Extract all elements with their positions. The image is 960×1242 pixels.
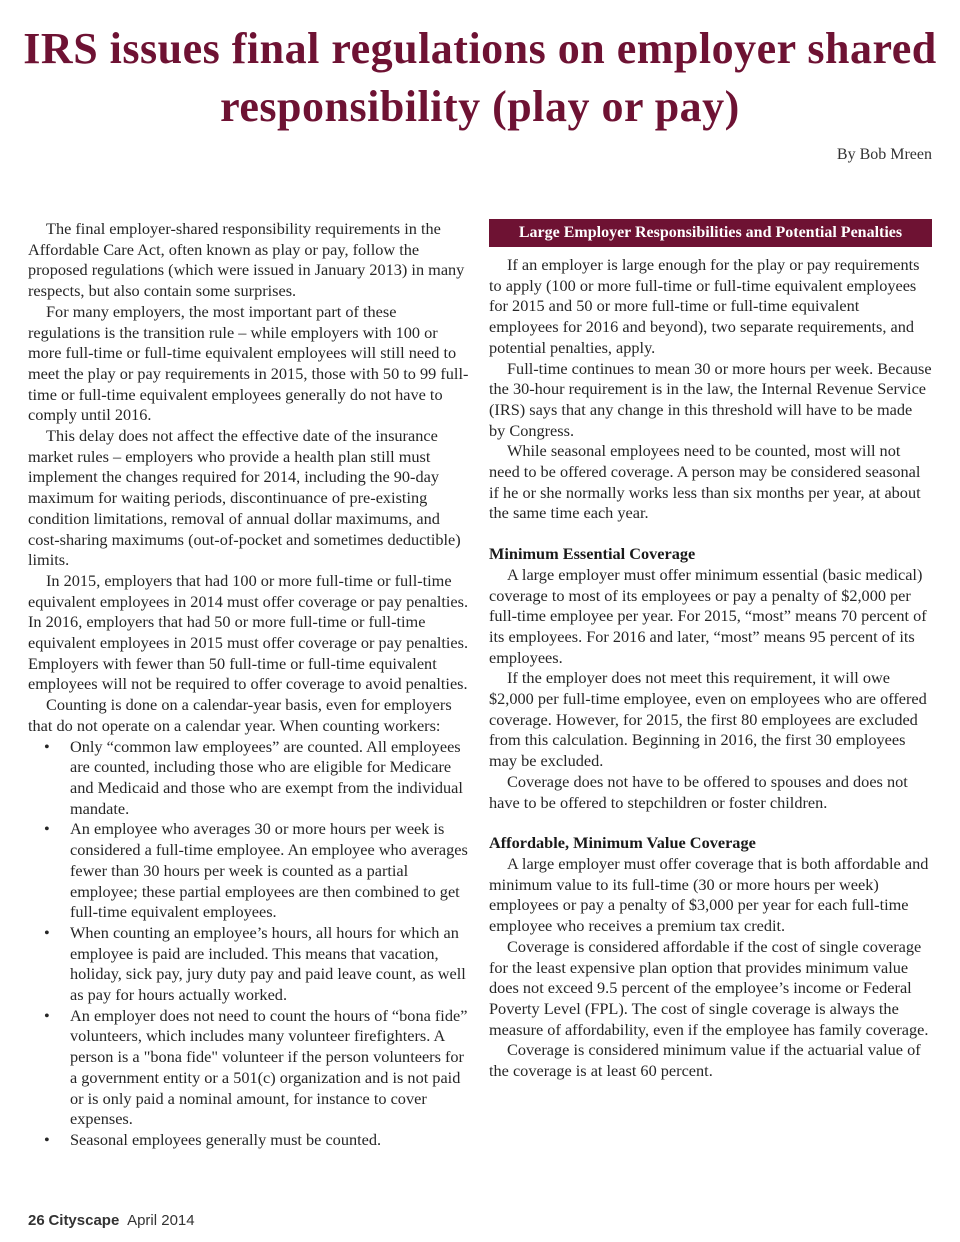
page-footer	[28, 1212, 195, 1230]
body-paragraph: This delay does not affect the effective date of the insurance market rules – employers who provide a health plan still must implement the changes required for 2014, including the 90-day maximum for waiting periods, discontinuance of pre-existing condition limitations, removal of annual dollar maximums, and cost-sharing maximums (out-of-pocket and sometimes deductible) limits.	[28, 426, 461, 570]
left-column	[28, 219, 470, 1151]
body-paragraph: Counting is done on a calendar-year basis, even for employers that do not operate on a calendar year. When counting workers:	[28, 695, 452, 735]
list-item	[28, 737, 470, 820]
bullet-icon: •	[44, 1005, 50, 1025]
list-item-text: An employee who averages 30 or more hours per week is considered a full-time employee. An employee who averages fewer than 30 hours per week is counted as a partial employee; these partial employees are then combined to get full-time equivalent employees.	[70, 819, 468, 922]
body-paragraph: For many employers, the most important part of these regulations is the transition rule – while employers with 100 or more full-time or full-time equivalent employees will still need to meet the play or pay requirements in 2015, those with 50 to 99 full-time or full-time equivalent employees generally do not have to comply until 2016.	[28, 301, 469, 425]
list-item	[28, 923, 470, 1006]
body-paragraph: In 2015, employers that had 100 or more full-time or full-time equivalent employees in 2014 must offer coverage or pay penalties. In 2016, employers that had 50 or more full-time or full-time equivalent employees in 2015 must offer coverage or pay penalties. Employers with fewer than 50 full-time or full-time equivalent employees will not be required to offer coverage to avoid penalties.	[28, 570, 469, 694]
list-item-text: When counting an employee’s hours, all hours for which an employee is paid are included. This means that vacation, holiday, sick pay, jury duty pay and paid leave count, as well as pay for hours actually worked.	[70, 922, 466, 1005]
body-paragraph: If an employer is large enough for the play or pay requirements to apply (100 or more full-time or full-time equivalent employees for 2015 and 50 or more full-time or full-time equivalent employees for 2016 and beyond), two separate requirements, and potential penalties, apply.	[489, 255, 920, 357]
issue-date: April 2014	[127, 1212, 195, 1229]
byline: By Bob Mreen	[836, 146, 932, 163]
list-item-text: Only “common law employees” are counted. All employees are counted, including those who are eligible for Medicare and Medicaid and those who are exempt from the individual mandate.	[70, 736, 463, 818]
body-paragraph: While seasonal employees need to be counted, most will not need to be offered coverage. A person may be considered seasonal if he or she normally works less than six months per year, at about the same time each year.	[489, 441, 921, 523]
counting-rules-list	[28, 737, 470, 1151]
bullet-icon: •	[44, 736, 50, 756]
list-item-text: An employer does not need to count the hours of “bona fide” volunteers, which includes many volunteer firefighters. A person is a "bona fide" volunteer if the person volunteers for a government entity or a 501(c) organization and is not paid or is only paid a nominal amount, for instance to cover expenses.	[70, 1005, 468, 1129]
article-title: IRS issues final regulations on employer shared responsibility (play or pay)	[23, 24, 937, 131]
page-number: 26	[28, 1212, 45, 1229]
body-paragraph: Coverage does not have to be offered to spouses and does not have to be offered to stepchildren or foster children.	[489, 771, 908, 812]
bullet-icon: •	[44, 1129, 50, 1149]
bullet-icon: •	[44, 819, 50, 839]
section-banner: Large Employer Responsibilities and Potential Penalties	[489, 219, 932, 247]
list-item	[28, 819, 470, 923]
list-item	[28, 1130, 470, 1151]
body-paragraph: A large employer must offer minimum essential (basic medical) coverage to most of its employees or pay a penalty of $2,000 per full-time employee per year. For 2015, “most” means 70 percent of its employees. For 2016 and later, “most” means 95 percent of its employees.	[489, 564, 927, 667]
list-item-text: Seasonal employees generally must be counted.	[70, 1129, 382, 1149]
magazine-name: Cityscape	[48, 1212, 120, 1229]
subheading-affordable-coverage: Affordable, Minimum Value Coverage	[489, 833, 756, 853]
bullet-icon: •	[44, 922, 50, 942]
subheading-minimum-essential-coverage: Minimum Essential Coverage	[489, 544, 696, 564]
body-paragraph: A large employer must offer coverage that is both affordable and minimum value to its full-time (30 or more hours per week) employees or pay a penalty of $3,000 per year for each full-time employee who receives a premium tax credit.	[489, 853, 929, 936]
body-paragraph: Full-time continues to mean 30 or more hours per week. Because the 30-hour requirement is in the law, the Internal Revenue Service (IRS) says that any change in this threshold will have to be made by Congress.	[489, 358, 932, 440]
body-paragraph: Coverage is considered affordable if the cost of single coverage for the least expensive plan option that provides minimum value does not exceed 9.5 percent of the employee’s income or Federal Poverty Level (FPL). The cost of single coverage is always the measure of affordability, even if the employee has family coverage.	[489, 936, 929, 1039]
body-paragraph: If the employer does not meet this requirement, it will owe $2,000 per full-time employee, even on employees who are offered coverage. However, for 2015, the first 80 employees are excluded from this calculation. Beginning in 2016, the first 30 employees may be excluded.	[489, 668, 927, 771]
list-item	[28, 1006, 470, 1130]
body-paragraph: Coverage is considered minimum value if the actuarial value of the coverage is at least 60 percent.	[489, 1040, 921, 1081]
right-column	[489, 219, 932, 1082]
body-paragraph: The final employer-shared responsibility requirements in the Affordable Care Act, often known as play or pay, follow the proposed regulations (which were issued in January 2013) in many respects, but also contain some surprises.	[28, 219, 465, 301]
